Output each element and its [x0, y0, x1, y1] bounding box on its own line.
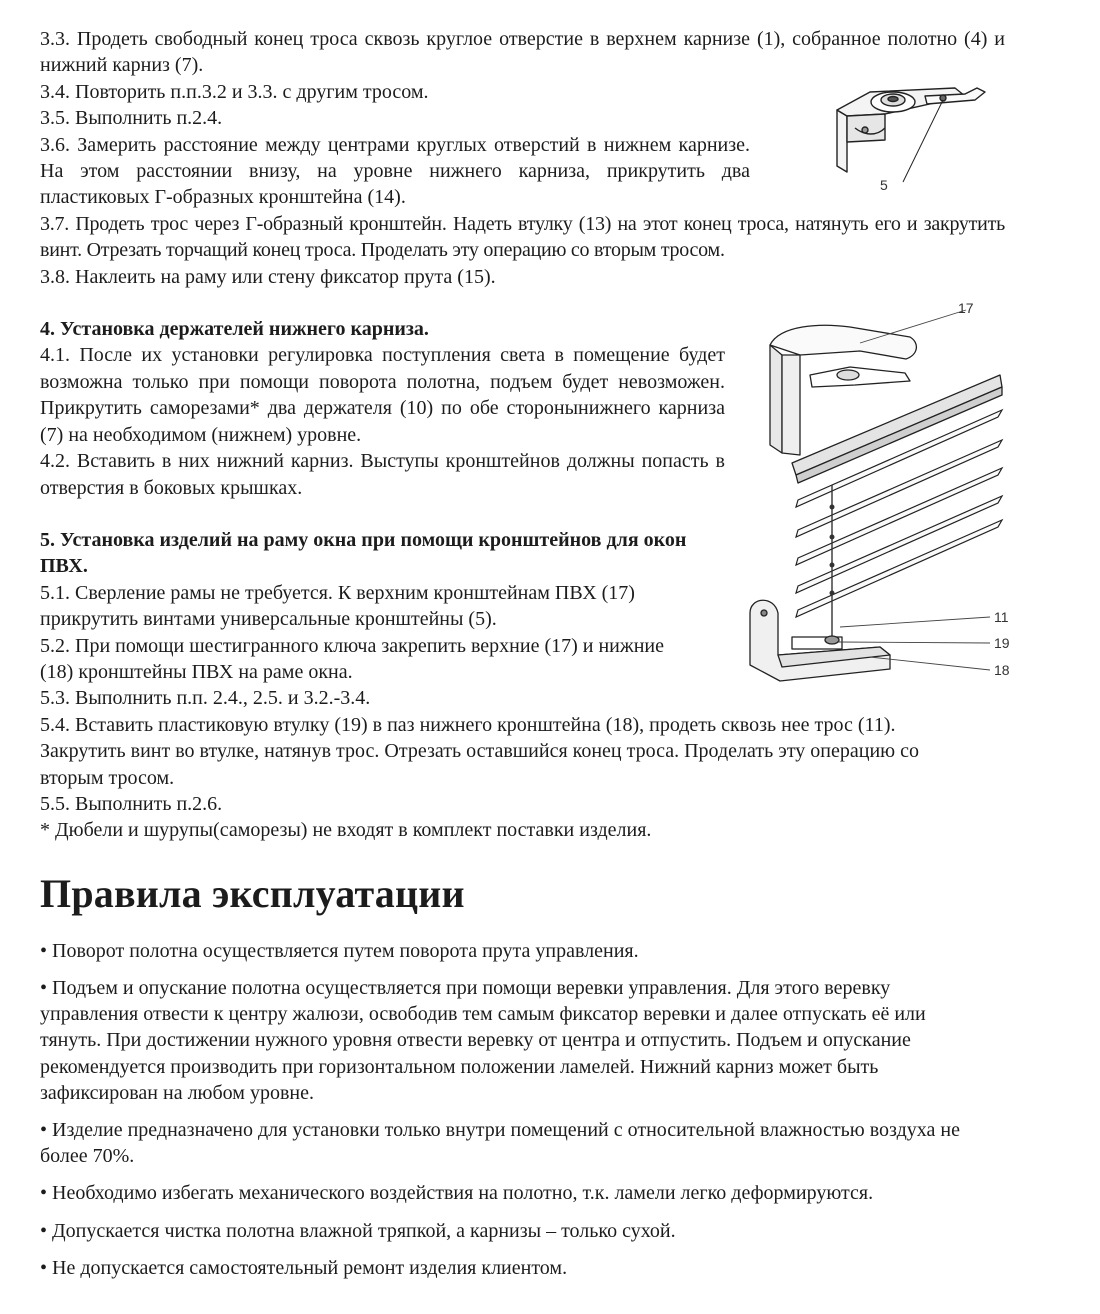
callout-18: 18: [994, 662, 1010, 678]
rule-item: • Подъем и опускание полотна осуществляется при помощи веревки управления. Для этого веревку управления отвести к центру жалюзи, освободив тем самым фиксатор веревки и далее отпускать её или тянуть. При достижении нужного уровня отвести веревку от центра и отпустить. Подъем и опускание рекомендуется производить при горизонтальном положении ламелей. Нижний карниз может быть зафиксирован на любом уровне.: [40, 976, 926, 1104]
bracket-callout-5: 5: [880, 177, 888, 193]
assembly-illustration: [740, 295, 1040, 695]
paragraph-3-8: 3.8. Наклеить на раму или стену фиксатор прута (15).: [40, 265, 496, 288]
footnote: * Дюбели и шурупы(саморезы) не входят в комплект поставки изделия.: [40, 819, 652, 842]
paragraph-3-7: 3.7. Продеть трос через Г-образный кронштейн. Надеть втулку (13) на этот конец троса, натянуть его и закрутить винт. Отрезать торчащий конец троса. Проделать эту операцию со вторым тросом.: [40, 212, 1005, 262]
bracket-illustration: [825, 70, 1005, 195]
paragraph-5-2: 5.2. При помощи шестигранного ключа закрепить верхние (17) и нижние (18) кронштейны ПВХ на раме окна.: [40, 634, 664, 683]
callout-11: 11: [994, 609, 1009, 625]
paragraph-3-4: 3.4. Повторить п.п.3.2 и 3.3. с другим тросом.: [40, 80, 429, 103]
rules-title: Правила эксплуатации: [40, 870, 465, 916]
callout-19: 19: [994, 635, 1010, 651]
paragraph-5-1: 5.1. Сверление рамы не требуется. К верхним кронштейнам ПВХ (17) прикрутить винтами универсальные кронштейны (5).: [40, 581, 635, 631]
paragraph-3-6: 3.6. Замерить расстояние между центрами круглых отверстий в нижнем карнизе. На этом расстоянии внизу, на уровне нижнего карниза, прикрутить два пластиковых Г-образных кронштейна (14).: [40, 133, 750, 209]
paragraph-4-1: 4.1. После их установки регулировка поступления света в помещение будет возможна только при помощи поворота полотна, подъем будет невозможен. Прикрутить саморезами* два держателя (10) по обе сторонынижнего карниза (7) на необходимом (нижнем) уровне.: [40, 344, 725, 446]
slats: [796, 410, 1002, 617]
paragraph-5-4: 5.4. Вставить пластиковую втулку (19) в паз нижнего кронштейна (18), продеть сквозь нее трос (11). Закрутить винт во втулке, натянув трос. Отрезать оставшийся конец троса. Проделать эту операцию со вторым тросом.: [40, 713, 919, 789]
paragraph-3-3: 3.3. Продеть свободный конец троса сквозь круглое отверстие в верхнем карнизе (1), собранное полотно (4) и нижний карниз (7).: [40, 28, 1005, 77]
section-5-heading: 5. Установка изделий на раму окна при помощи кронштейнов для окон ПВХ.: [40, 528, 687, 578]
callout-17: 17: [958, 300, 974, 316]
paragraph-4-2: 4.2. Вставить в них нижний карниз. Выступы кронштейнов должны попасть в отверстия в боковых крышках.: [40, 450, 725, 499]
rule-item: • Необходимо избегать механического воздействия на полотно, т.к. ламели легко деформируются.: [40, 1182, 874, 1205]
paragraph-5-3: 5.3. Выполнить п.п. 2.4., 2.5. и 3.2.-3.4.: [40, 687, 371, 710]
rule-item: • Не допускается самостоятельный ремонт изделия клиентом.: [40, 1256, 568, 1279]
rule-item: • Допускается чистка полотна влажной тряпкой, а карнизы – только сухой.: [40, 1219, 676, 1242]
section-4-heading: 4. Установка держателей нижнего карниза.: [40, 318, 429, 341]
paragraph-5-5: 5.5. Выполнить п.2.6.: [40, 792, 223, 815]
rule-item: • Изделие предназначено для установки только внутри помещений с относительной влажностью воздуха не более 70%.: [40, 1119, 960, 1168]
rule-item: • Поворот полотна осуществляется путем поворота прута управления.: [40, 939, 639, 962]
paragraph-3-5: 3.5. Выполнить п.2.4.: [40, 107, 223, 130]
